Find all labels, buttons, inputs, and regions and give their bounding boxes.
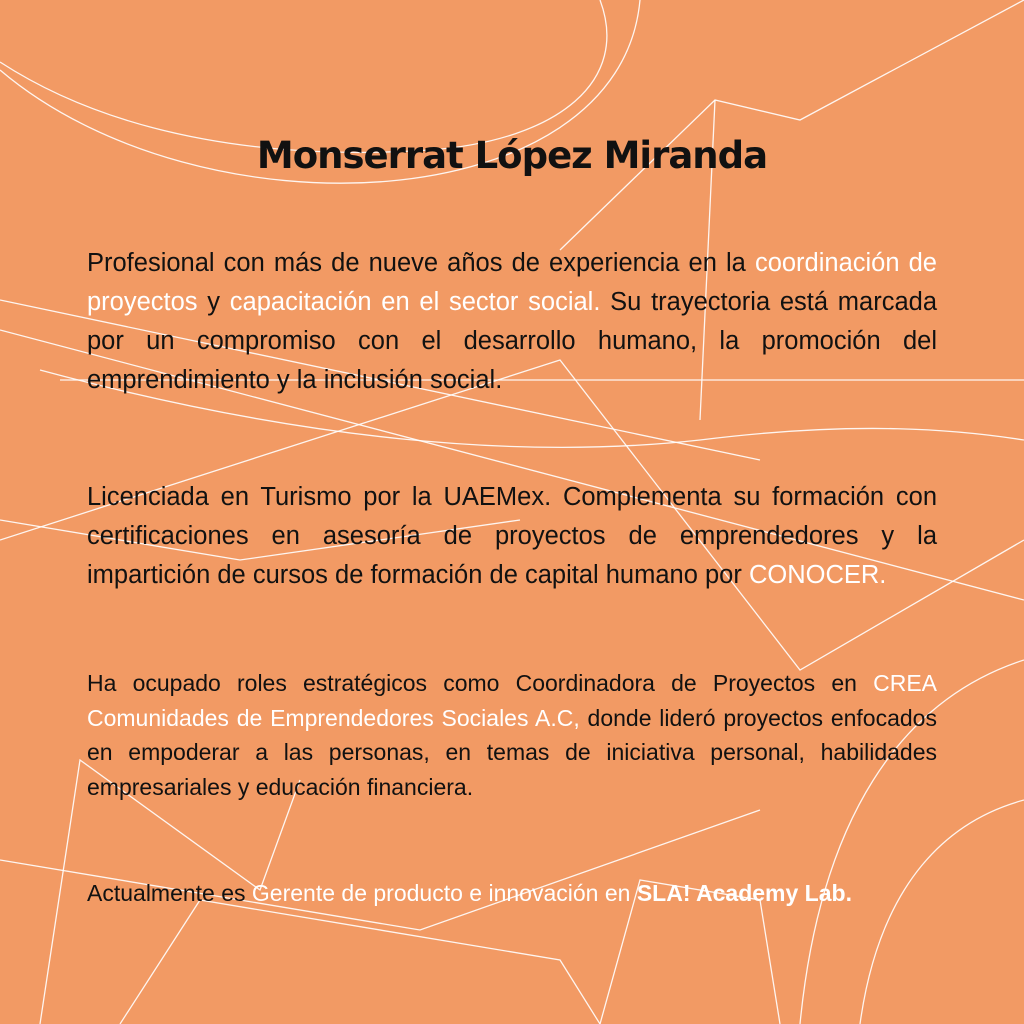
p3-text-2: donde lideró proyectos enfocados en empoderar a las personas, en temas de iniciativa personal, habilidades empresariales y educación financiera. xyxy=(87,704,937,800)
decor-arc-top xyxy=(0,0,607,152)
p2-highlight-conocer: CONOCER. xyxy=(748,561,887,589)
p4-highlight-company: SLA! Academy Lab. xyxy=(636,880,852,906)
p3-highlight-crea: CREA Comunidades de Emprendedores Sociales A.C, xyxy=(87,670,937,731)
p4-text-1: Actualmente es xyxy=(87,880,252,906)
page-title: Monserrat López Miranda xyxy=(256,134,768,177)
p1-text-2: y xyxy=(197,288,230,316)
decor-zigzag-right xyxy=(560,0,1024,250)
p1-text-1: Profesional con más de nueve años de experiencia en la xyxy=(87,249,755,277)
p1-highlight-coordination: coordinación de proyectos xyxy=(87,249,937,316)
paragraph-intro xyxy=(87,244,937,400)
p2-text-1: Licenciada en Turismo por la UAEMex. Complementa su formación con certificaciones en asesoría de proyectos de emprendedores y la impartición de cursos de formación de capital humano por xyxy=(87,483,937,589)
paragraph-experience xyxy=(87,666,937,804)
decor-arc-right-2 xyxy=(860,800,1024,1024)
paragraph-current-role xyxy=(87,876,937,911)
decor-zigzag-bottom-mid xyxy=(120,900,600,1024)
p1-text-3: Su trayectoria está marcada por un compromiso con el desarrollo humano, la promoción del emprendimiento y la inclusión social. xyxy=(87,288,938,394)
p1-highlight-training: capacitación en el sector social. xyxy=(229,288,601,316)
p3-text-1: Ha ocupado roles estratégicos como Coordinadora de Proyectos en xyxy=(87,670,874,696)
decor-diagonal-5 xyxy=(0,810,760,930)
paragraph-education xyxy=(87,478,937,595)
p4-highlight-role: Gerente de producto e innovación en xyxy=(251,880,637,906)
